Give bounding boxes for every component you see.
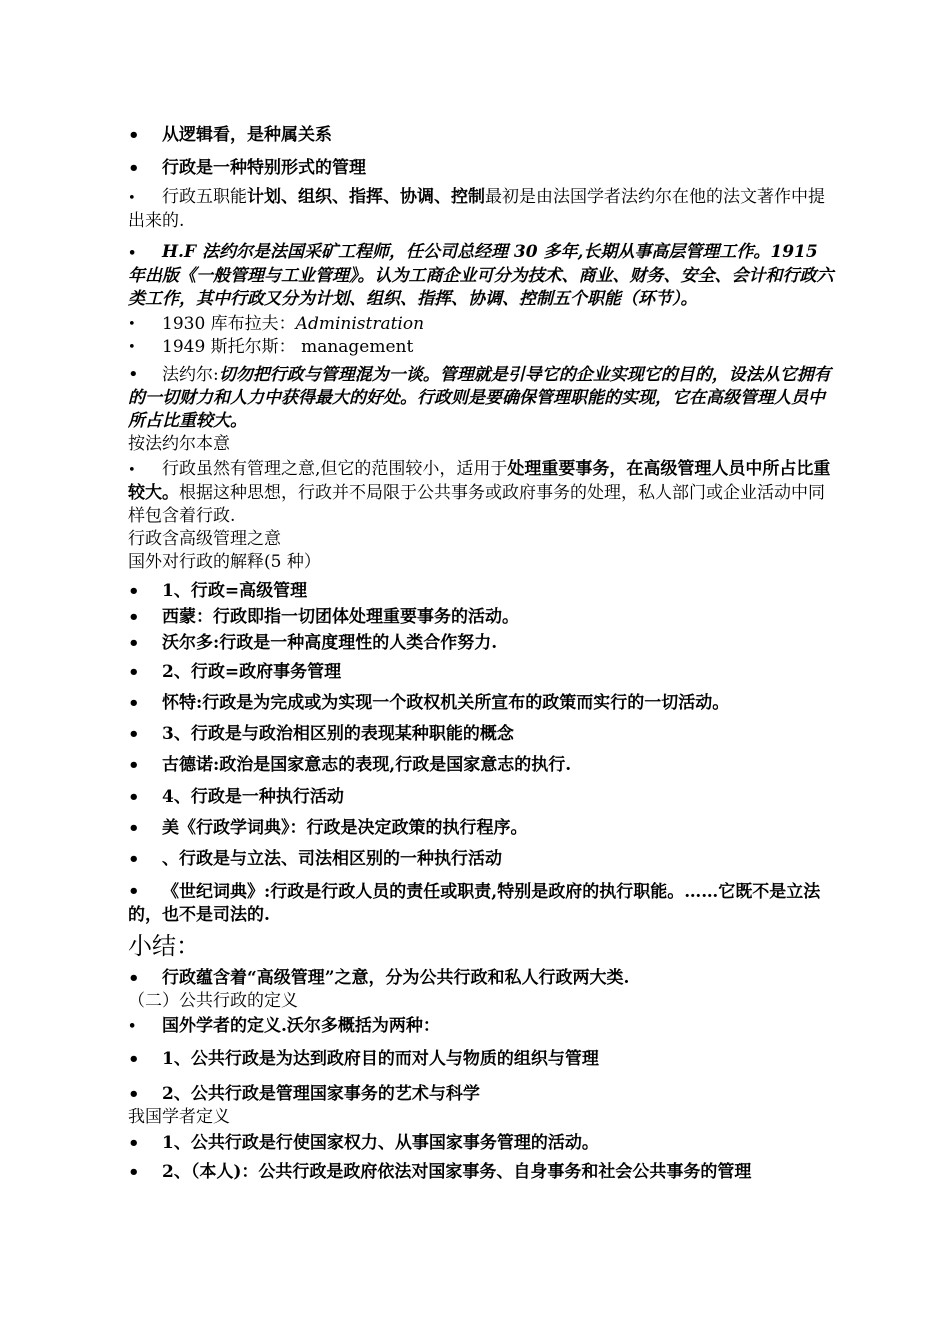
list-item [128, 848, 840, 871]
bullet-icon: • [128, 125, 140, 146]
bullet-icon: • [128, 881, 140, 902]
list-item-text: 、行政是与立法、司法相区别的一种执行活动 [162, 849, 502, 869]
list-item [128, 580, 840, 603]
list-item-text-bold-italic: 切勿把行政与管理混为一谈。管理就是引导它的企业实现它的目的，设法从它拥有的一切财力和人力中获得最大的好处。行政则是要确保管理职能的实现，它在高级管理人员中所占比重较大。 [128, 365, 831, 431]
bullet-icon: • [128, 1049, 140, 1070]
bullet-icon: • [128, 818, 140, 839]
bullet-icon: • [128, 191, 136, 206]
paragraph: 国外对行政的解释(5 种） [128, 552, 321, 572]
list-item-text: 行政是一种特别形式的管理 [162, 158, 366, 178]
list-item-text: 沃尔多:行政是一种高度理性的人类合作努力. [162, 633, 498, 653]
list-item [128, 723, 840, 746]
paragraph: （二）公共行政的定义 [128, 991, 298, 1011]
list-item-text: 最初是由法国学者法约尔在他的法文著作中提出来的. [128, 187, 825, 231]
bullet-icon: • [128, 968, 140, 989]
bullet-icon: • [128, 1162, 140, 1183]
list-item [128, 1161, 840, 1184]
list-item-text: 《世纪词典》:行政是行政人员的责任或职责,特别是政府的执行职能。……它既不是立法的，也不是司法的. [128, 882, 821, 925]
list-item [128, 363, 840, 433]
list-item-text: 西蒙：行政即指一切团体处理重要事务的活动。 [162, 607, 519, 627]
bullet-icon: • [128, 787, 140, 808]
list-item-text: 2、行政=政府事务管理 [162, 662, 342, 682]
bullet-icon: • [128, 158, 140, 179]
bullet-icon: • [128, 693, 140, 714]
list-item [128, 817, 840, 840]
list-item [128, 1015, 840, 1038]
document-page [128, 118, 840, 1184]
list-item [128, 754, 840, 777]
list-item [128, 786, 840, 809]
list-item-text: 怀特:行政是为完成或为实现一个政权机关所宣布的政策而实行的一切活动。 [162, 693, 730, 713]
bullet-icon: • [128, 463, 136, 478]
list-item [128, 186, 840, 233]
list-item [128, 241, 840, 311]
list-item-text: 1949 斯托尔斯： management [162, 337, 414, 357]
list-item [128, 967, 840, 990]
list-item-text: 古德诺:政治是国家意志的表现,行政是国家意志的执行. [162, 755, 572, 775]
list-item-text: 1930 库布拉夫： [162, 314, 296, 334]
list-item-text: 2、（本人)：公共行政是政府依法对国家事务、自身事务和社会公共事务的管理 [162, 1162, 752, 1182]
list-item [128, 606, 840, 629]
list-item [128, 880, 840, 927]
bullet-icon: • [128, 364, 139, 385]
list-item-text: H.F 法约尔是法国采矿工程师，任公司总经理 30 多年,长期从事高层管理工作。1915 年出版《一般管理与工业管理》。认为工商企业可分为技术、商业、财务、安全、会计和行政六类工作，其中行政又分为计划、组织、指挥、协调、控制五个职能（环节）。 [128, 242, 834, 309]
paragraph: 我国学者定义 [128, 1107, 230, 1127]
list-item [128, 336, 840, 359]
bullet-icon: • [128, 246, 137, 261]
list-item-text: 1、行政=高级管理 [162, 581, 308, 601]
list-item-text: 1、公共行政是行使国家权力、从事国家事务管理的活动。 [162, 1133, 599, 1153]
list-item-text: 美《行政学词典》：行政是决定政策的执行程序。 [162, 818, 528, 838]
list-item [128, 1083, 840, 1106]
paragraph: 行政含高级管理之意 [128, 529, 281, 549]
list-item-text: 从逻辑看，是种属关系 [162, 125, 332, 145]
list-item-text-bold: 计划、组织、指挥、协调、控制 [247, 187, 485, 207]
list-item [128, 157, 840, 180]
list-item [128, 313, 840, 336]
bullet-icon: • [128, 1084, 140, 1105]
bullet-icon: • [128, 340, 136, 355]
bullet-icon: • [128, 633, 140, 654]
bullet-icon: • [128, 607, 140, 628]
list-item-text: 行政蕴含着“高级管理”之意，分为公共行政和私人行政两大类. [162, 968, 630, 988]
list-item-text: 4、行政是一种执行活动 [162, 787, 344, 807]
list-item-text: 2、公共行政是管理国家事务的艺术与科学 [162, 1084, 480, 1104]
bullet-icon: • [128, 662, 140, 683]
bullet-icon: • [128, 755, 140, 776]
list-item [128, 632, 840, 655]
bullet-icon: • [128, 724, 140, 745]
bullet-icon: • [128, 581, 140, 602]
list-item-text: 国外学者的定义.沃尔多概括为两种： [162, 1016, 440, 1036]
bullet-icon: • [128, 1133, 140, 1154]
section-heading: 小结： [128, 932, 200, 960]
list-item-text-italic: Administration [295, 314, 425, 334]
list-item [128, 1048, 840, 1071]
paragraph: 按法约尔本意 [128, 434, 230, 454]
list-item-text: 行政五职能 [162, 187, 247, 207]
list-item-text: 行政虽然有管理之意,但它的范围较小，适用于 [162, 459, 508, 479]
list-item [128, 458, 840, 528]
list-item [128, 661, 840, 684]
list-item-text-bold: 处理重要事务，在高级管理人员中所占比重较大。 [128, 459, 831, 503]
list-item-text: 根据这种思想，行政并不局限于公共事务或政府事务的处理，私人部门或企业活动中同样包含着行政. [128, 483, 825, 526]
list-item [128, 124, 840, 147]
list-item-text: 3、行政是与政治相区别的表现某种职能的概念 [162, 724, 514, 744]
bullet-icon: • [128, 317, 136, 332]
list-item-text: 1、公共行政是为达到政府目的而对人与物质的组织与管理 [162, 1049, 599, 1069]
list-item [128, 692, 840, 715]
list-item-text: 法约尔: [162, 365, 219, 385]
list-item [128, 1132, 840, 1155]
bullet-icon: • [128, 1019, 137, 1034]
bullet-icon: • [128, 849, 140, 870]
